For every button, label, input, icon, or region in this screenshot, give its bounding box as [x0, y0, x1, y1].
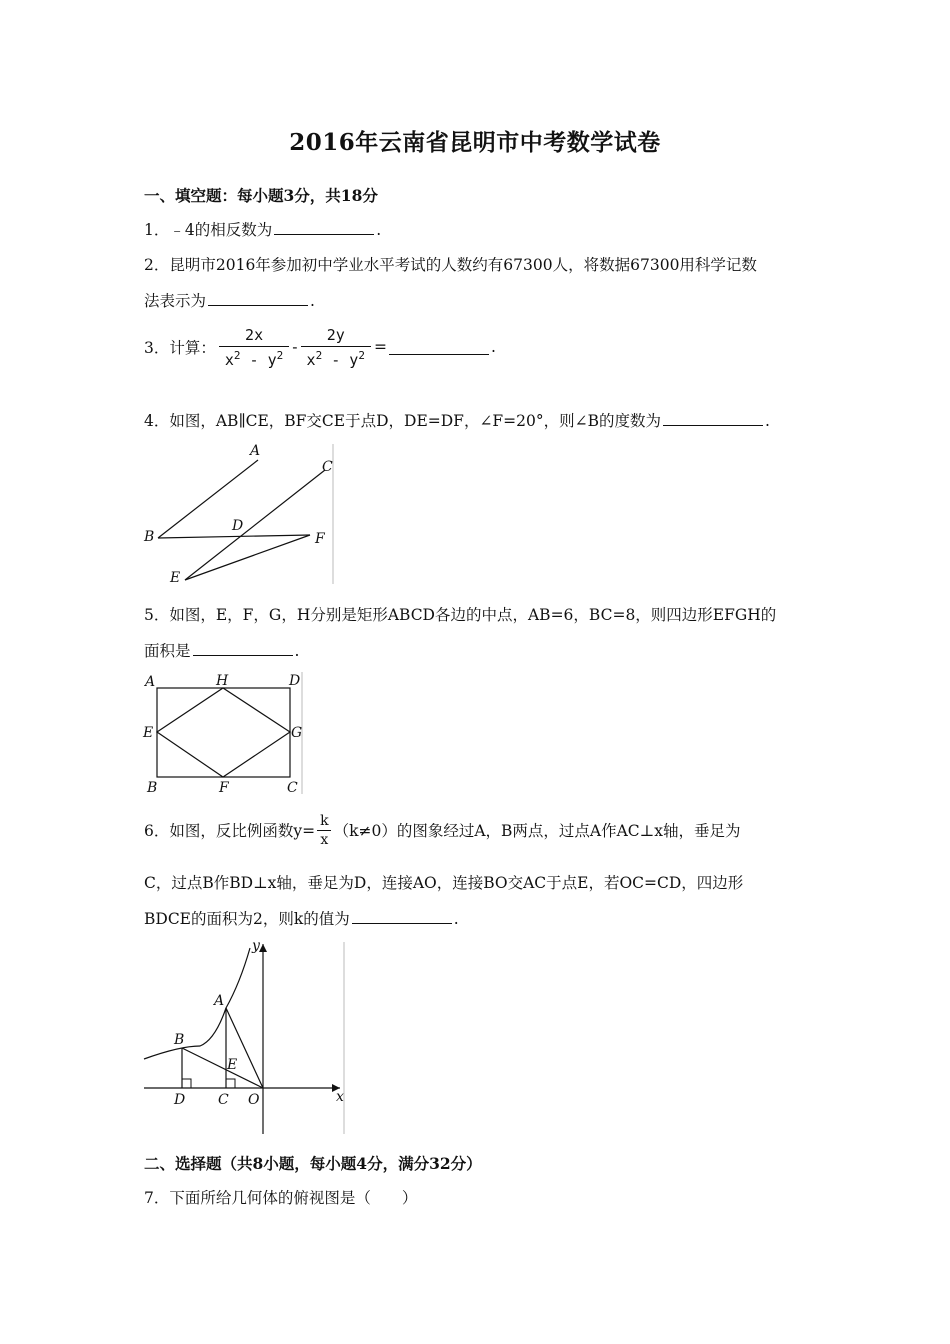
label-A: A: [145, 674, 156, 690]
question-4: [144, 409, 770, 431]
question-3: [144, 322, 496, 372]
label-E: E: [170, 570, 181, 586]
label-F: F: [219, 780, 229, 796]
page-title: 2016年云南省昆明市中考数学试卷: [289, 129, 661, 156]
section-heading-choice: 二、选择题（共8小题，每小题4分，满分32分）: [144, 1154, 482, 1173]
answer-blank: [193, 641, 293, 656]
answer-blank: [389, 340, 489, 355]
question-6-line-2: C，过点B作BD⊥x轴，垂足为D，连接AO，连接BO交AC于点E，若OC=CD，四边形: [144, 874, 744, 892]
period: .: [310, 292, 315, 310]
question-7: 7．下面所给几何体的俯视图是（ ）: [144, 1189, 418, 1207]
fraction-2x: [219, 326, 289, 369]
section-heading-fill-in: 一、填空题：每小题3分，共18分: [144, 186, 378, 205]
fraction-k-over-x: [317, 813, 331, 848]
label-D: D: [289, 673, 301, 689]
figure-question-6: [140, 938, 350, 1138]
label-D: D: [232, 518, 244, 534]
label-C: C: [322, 459, 333, 475]
label-B: B: [144, 529, 155, 545]
label-O: O: [248, 1092, 260, 1108]
question-5-text: 面积是: [144, 642, 191, 660]
question-5-line-2: [144, 639, 299, 661]
label-C: C: [218, 1092, 229, 1108]
question-1: [144, 218, 381, 240]
minus-sign: -: [292, 338, 298, 356]
fraction-denominator: $x^2 - y^2$: [219, 346, 289, 369]
period: .: [294, 642, 300, 660]
label-C: C: [287, 780, 298, 796]
label-E: E: [227, 1057, 238, 1073]
period: .: [453, 910, 459, 928]
question-4-text: 4．如图，AB∥CE，BF交CE于点D，DE=DF，∠F=20°，则∠B的度数为: [144, 412, 662, 430]
label-B: B: [174, 1032, 185, 1048]
label-E: E: [143, 725, 154, 741]
question-6-line-3: [144, 907, 459, 929]
question-2-text: 法表示为: [144, 292, 207, 310]
figure-question-5: [140, 668, 308, 798]
label-x: x: [336, 1089, 344, 1105]
label-D: D: [174, 1092, 186, 1108]
question-3-text: 3．计算：: [144, 339, 216, 357]
figure-question-4: [140, 440, 340, 588]
period: .: [376, 221, 382, 239]
label-G: G: [291, 725, 303, 741]
question-6-line-1: [144, 808, 741, 852]
fraction-denominator: $x^2 - y^2$: [301, 346, 371, 369]
question-2-line-2: [144, 289, 315, 311]
answer-blank: [208, 291, 308, 306]
question-6-text-cont: （k≠0）的图象经过A，B两点，过点A作AC⊥x轴，垂足为: [333, 822, 741, 840]
answer-blank: [352, 909, 452, 924]
fraction-numerator: 2y: [326, 325, 345, 344]
answer-blank: [274, 220, 374, 235]
equals-sign: =: [373, 338, 387, 356]
label-B: B: [147, 780, 158, 796]
fraction-denominator: x: [317, 830, 331, 848]
fraction-numerator: k: [320, 812, 329, 829]
label-y: y: [252, 938, 260, 954]
label-A: A: [214, 993, 225, 1009]
question-6-text-end: BDCE的面积为2，则k的值为: [144, 910, 350, 928]
period: .: [490, 338, 496, 356]
question-2-line-1: 2．昆明市2016年参加初中学业水平考试的人数约有67300人，将数据67300用科学记数: [144, 256, 757, 274]
question-5-line-1: 5．如图，E，F，G，H分别是矩形ABCD各边的中点，AB=6，BC=8，则四边形EFGH的: [144, 606, 777, 624]
label-F: F: [315, 531, 325, 547]
label-A: A: [250, 443, 261, 459]
fraction-2y: [301, 326, 371, 369]
question-6-text: 6．如图，反比例函数y=: [144, 822, 316, 840]
fraction-numerator: 2x: [245, 325, 264, 344]
question-1-text: 1．﹣4的相反数为: [144, 221, 273, 239]
answer-blank: [663, 411, 763, 426]
label-H: H: [216, 673, 229, 689]
period: .: [765, 412, 770, 430]
